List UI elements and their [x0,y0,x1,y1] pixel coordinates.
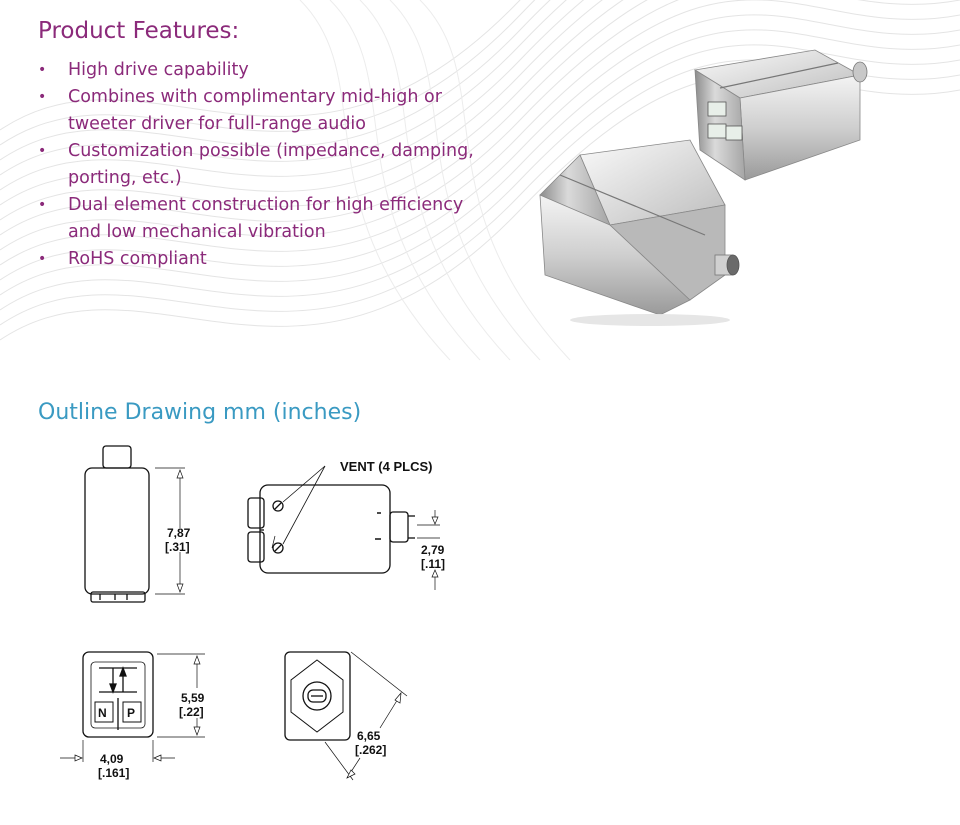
terminal-p-label: P [127,706,136,720]
product-photo [530,30,890,330]
feature-item-text-continued: tweeter driver for full-range audio [68,114,366,134]
height-in-label: [.31] [165,540,190,554]
diagonal-in-label: [.262] [355,743,387,757]
depth-in-label: [.22] [179,705,204,719]
depth-mm-label: 5,59 [181,691,205,705]
feature-item-text: Customization possible (impedance, damping, [68,141,474,161]
feature-item-text-continued: porting, etc.) [68,168,182,188]
end-view-drawing [285,652,350,740]
outline-drawing [55,440,475,790]
feature-item-text: Combines with complimentary mid-high or [68,87,442,107]
feature-item [38,192,498,246]
feature-item [38,57,498,84]
front-view-drawing [85,446,149,602]
feature-item [38,84,498,138]
rear-driver-image [695,50,867,180]
diagonal-mm-label: 6,65 [357,729,381,743]
height-mm-label: 7,87 [167,526,191,540]
width-mm-label: 4,09 [100,752,124,766]
terminal-n-label: N [98,706,107,720]
feature-item-text: High drive capability [68,60,249,80]
feature-item-text: Dual element construction for high efficiency [68,195,464,215]
width-in-label: [.161] [98,766,130,780]
port-mm-label: 2,79 [421,543,445,557]
front-driver-image [540,140,739,326]
port-in-label: [.11] [421,557,446,571]
features-list [38,57,498,273]
outline-drawing-title: Outline Drawing mm (inches) [38,400,362,425]
feature-item-text: RoHS compliant [68,249,207,269]
features-title: Product Features: [38,18,240,44]
side-view-drawing [248,466,415,573]
feature-item [38,246,498,273]
vent-label: VENT (4 PLCS) [340,459,433,474]
feature-item-text-continued: and low mechanical vibration [68,222,326,242]
bottom-view-drawing [83,652,153,737]
feature-item [38,138,498,192]
